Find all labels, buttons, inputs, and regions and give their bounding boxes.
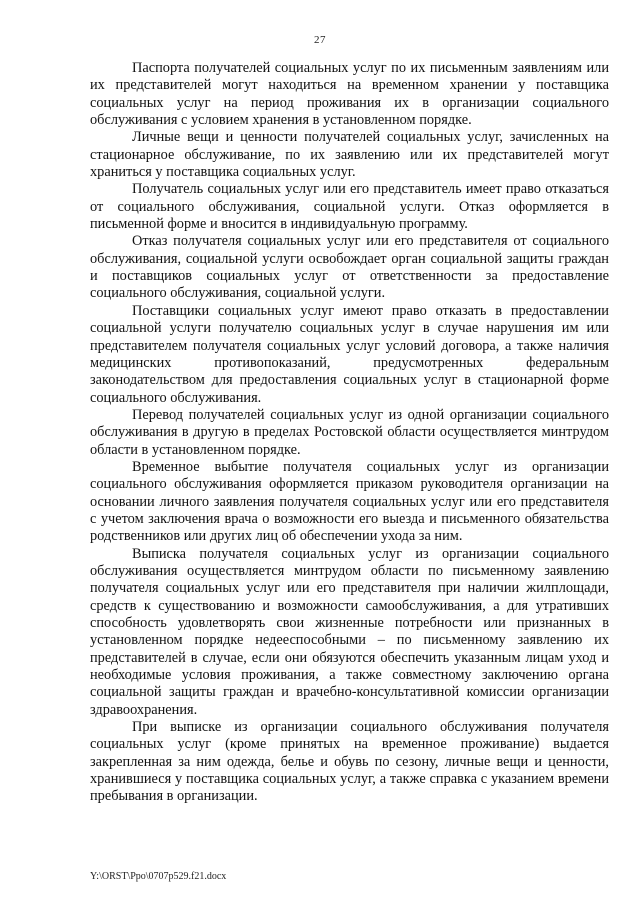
paragraph-refusal-liability: Отказ получателя социальных услуг или его представителя от социального обслуживания, социальной услуги освобождает орган социальной защиты граждан и поставщиков социальных услуг от ответственности за предоставление социального обслуживания, социальной услуги. (90, 233, 609, 302)
paragraph-personal-belongings: Личные вещи и ценности получателей социальных услуг, зачисленных на стационарное обслуживание, по их заявлению или их представителей могут храниться у поставщика социальных услуг. (90, 129, 609, 181)
paragraph-temporary-leave: Временное выбытие получателя социальных услуг из организации социального обслуживания оформляется приказом руководителя организации на основании личного заявления получателя социальных услуг или его представителя с учетом заключения врача о возможности его выезда и письменного обязательства родственников или других лиц об обеспечении ухода за ним. (90, 458, 609, 545)
paragraph-discharge-belongings: При выписке из организации социального обслуживания получателя социальных услуг (кроме принятых на временное проживание) выдается закрепленная за ним одежда, белье и обувь по сезону, личные вещи и ценности, хранившиеся у поставщика социальных услуг, а также справка с указанием времени пребывания в организации. (90, 719, 609, 805)
file-path-footer: Y:\ORST\Ppo\0707p529.f21.docx (90, 871, 227, 882)
paragraph-provider-refusal: Поставщики социальных услуг имеют право отказать в предоставлении социальной услуги получателю социальных услуг в случае нарушения им или представителем получателя социальных услуг условий договора, а также наличия медицинских противопоказаний, предусмотренных федеральным законодательством для предоставления социальных услуг в стационарной форме социального обслуживания. (90, 302, 609, 406)
paragraph-transfer: Перевод получателей социальных услуг из одной организации социального обслуживания в другую в пределах Ростовской области осуществляется минтрудом области в установленном порядке. (90, 406, 609, 458)
document-body (90, 60, 609, 806)
page-number: 27 (314, 34, 326, 46)
paragraph-discharge: Выписка получателя социальных услуг из организации социального обслуживания осуществляется минтрудом области по письменному заявлению получателя социальных услуг или его представителя при наличии жилплощади, средств к существованию и возможности самообслуживания, а для утративших способность удовлетворять свои жизненные потребности или признанных в установленном порядке недееспособными – по письменному заявлению их представителей в случае, если они обязуются обеспечить указанным лицам уход и необходимые условия проживания, а также совместному заключению органа социальной защиты граждан и врачебно-консультативной комиссии организации здравоохранения. (90, 545, 609, 718)
paragraph-right-to-refuse: Получатель социальных услуг или его представитель имеет право отказаться от социального обслуживания, социальной услуги. Отказ оформляется в письменной форме и вносится в индивидуальную программу. (90, 181, 609, 233)
paragraph-passports: Паспорта получателей социальных услуг по их письменным заявлениям или их представителей могут находиться на временном хранении у поставщика социальных услуг на период проживания их в организации социального обслуживания с условием хранения в установленном порядке. (90, 60, 609, 129)
